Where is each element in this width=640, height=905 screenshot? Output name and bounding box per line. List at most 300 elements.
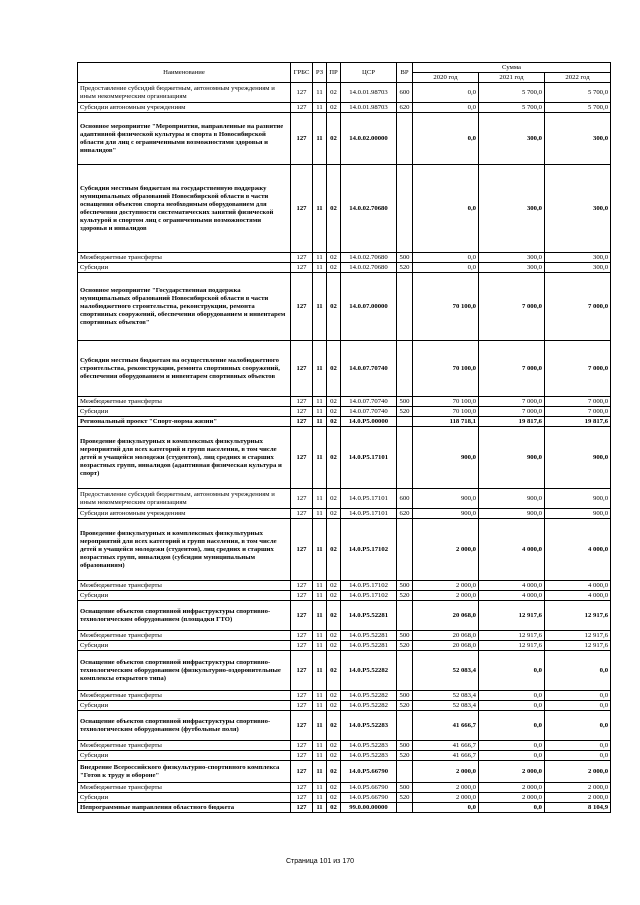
row-pr: 02 [327,651,341,691]
row-vr [397,761,413,783]
row-value-2022: 12 917,6 [545,641,611,651]
row-name: Внедрение Всероссийского физкультурно-спортивного комплекса "Готов к труду и обороне" [78,761,291,783]
row-name: Межбюджетные трансферты [78,253,291,263]
row-pr: 02 [327,751,341,761]
row-csr: 14.0.P5.52283 [341,711,397,741]
row-value-2021: 900,0 [479,509,545,519]
row-grbs: 127 [291,701,313,711]
row-name: Межбюджетные трансферты [78,631,291,641]
row-value-2022: 4 000,0 [545,519,611,581]
row-vr: 620 [397,103,413,113]
table-row [78,581,611,591]
row-value-2020: 2 000,0 [413,793,479,803]
row-value-2020: 2 000,0 [413,761,479,783]
row-pr: 02 [327,165,341,253]
row-vr: 520 [397,701,413,711]
row-csr: 14.0.P5.17101 [341,509,397,519]
row-name: Основное мероприятие "Мероприятия, направленные на развитие адаптивной физической культуры и спорта в Новосибирской области для лиц с ограниченными возможностями здоровья и инвалидов" [78,113,291,165]
row-value-2021: 300,0 [479,263,545,273]
row-value-2021: 4 000,0 [479,591,545,601]
row-name: Региональный проект "Спорт-норма жизни" [78,417,291,427]
row-rz: 11 [313,273,327,341]
header-year-2020: 2020 год [413,73,479,83]
row-grbs: 127 [291,783,313,793]
row-rz: 11 [313,601,327,631]
row-vr: 520 [397,751,413,761]
row-grbs: 127 [291,741,313,751]
row-value-2022: 0,0 [545,691,611,701]
row-rz: 11 [313,691,327,701]
row-rz: 11 [313,793,327,803]
row-pr: 02 [327,273,341,341]
row-value-2020: 70 100,0 [413,397,479,407]
header-rz: РЗ [313,63,327,83]
row-rz: 11 [313,417,327,427]
row-value-2020: 2 000,0 [413,591,479,601]
row-pr: 02 [327,631,341,641]
row-value-2020: 41 666,7 [413,751,479,761]
table-row [78,783,611,793]
row-name: Субсидии [78,793,291,803]
row-csr: 14.0.P5.52283 [341,751,397,761]
row-value-2021: 900,0 [479,489,545,509]
row-value-2020: 900,0 [413,427,479,489]
row-pr: 02 [327,489,341,509]
header-sum: Сумма [413,63,611,73]
row-name: Проведение физкультурных и комплексных физкультурных мероприятий для всех категорий и групп населения, в том числе детей и учащейся молодежи (студентов), лиц средних и старших возрастных групп, инвалидов (субсидии муниципальным образованиям) [78,519,291,581]
table-row [78,103,611,113]
row-rz: 11 [313,651,327,691]
row-value-2020: 20 068,0 [413,631,479,641]
row-pr: 02 [327,427,341,489]
row-value-2021: 0,0 [479,651,545,691]
table-row [78,631,611,641]
row-vr [397,803,413,813]
row-name: Субсидии местным бюджетам на осуществление малобюджетного строительства, реконструкции, ремонта спортивных сооружений, обеспечения оборудованием и инвентарем спортивных объектов [78,341,291,397]
header-year-2021: 2021 год [479,73,545,83]
row-grbs: 127 [291,631,313,641]
row-value-2022: 300,0 [545,253,611,263]
row-pr: 02 [327,113,341,165]
row-name: Предоставление субсидий бюджетным, автономным учреждениям и иным некоммерческим организациям [78,83,291,103]
row-vr: 500 [397,581,413,591]
row-name: Непрограммные направления областного бюджета [78,803,291,813]
row-grbs: 127 [291,263,313,273]
row-name: Субсидии [78,751,291,761]
row-vr [397,113,413,165]
row-value-2020: 118 718,1 [413,417,479,427]
row-grbs: 127 [291,591,313,601]
row-pr: 02 [327,253,341,263]
row-pr: 02 [327,581,341,591]
row-vr: 500 [397,631,413,641]
row-csr: 14.0.P5.17102 [341,519,397,581]
row-csr: 14.0.P5.00000 [341,417,397,427]
row-grbs: 127 [291,793,313,803]
row-rz: 11 [313,509,327,519]
row-csr: 14.0.P5.52281 [341,601,397,631]
row-csr: 99.0.00.00000 [341,803,397,813]
row-rz: 11 [313,751,327,761]
row-csr: 14.0.P5.66790 [341,793,397,803]
table-row [78,793,611,803]
row-csr: 14.0.P5.52282 [341,691,397,701]
row-name: Субсидии [78,641,291,651]
row-pr: 02 [327,417,341,427]
table-body [78,83,611,813]
row-value-2020: 70 100,0 [413,407,479,417]
row-csr: 14.0.07.00000 [341,273,397,341]
table-row [78,263,611,273]
row-name: Оснащение объектов спортивной инфраструктуры спортивно-технологическим оборудованием (физкультурно-оздоровительные комплексы открытого типа) [78,651,291,691]
row-value-2020: 900,0 [413,489,479,509]
row-name: Межбюджетные трансферты [78,741,291,751]
row-value-2022: 12 917,6 [545,601,611,631]
row-value-2021: 2 000,0 [479,761,545,783]
row-grbs: 127 [291,397,313,407]
row-vr [397,711,413,741]
row-csr: 14.0.01.98703 [341,103,397,113]
row-value-2022: 300,0 [545,165,611,253]
row-rz: 11 [313,113,327,165]
row-pr: 02 [327,701,341,711]
row-value-2021: 12 917,6 [479,631,545,641]
row-rz: 11 [313,165,327,253]
table-row [78,701,611,711]
row-value-2021: 2 000,0 [479,793,545,803]
row-rz: 11 [313,761,327,783]
row-value-2020: 2 000,0 [413,581,479,591]
row-value-2020: 70 100,0 [413,341,479,397]
row-value-2020: 41 666,7 [413,711,479,741]
row-vr: 500 [397,253,413,263]
row-vr [397,651,413,691]
row-rz: 11 [313,783,327,793]
row-grbs: 127 [291,407,313,417]
row-pr: 02 [327,741,341,751]
row-pr: 02 [327,341,341,397]
row-vr [397,601,413,631]
row-csr: 14.0.02.00000 [341,113,397,165]
row-grbs: 127 [291,113,313,165]
row-value-2022: 19 817,6 [545,417,611,427]
row-grbs: 127 [291,253,313,263]
table-row [78,397,611,407]
row-rz: 11 [313,397,327,407]
row-pr: 02 [327,691,341,701]
row-pr: 02 [327,407,341,417]
row-grbs: 127 [291,751,313,761]
row-vr: 520 [397,263,413,273]
row-pr: 02 [327,641,341,651]
row-rz: 11 [313,83,327,103]
row-vr [397,427,413,489]
row-grbs: 127 [291,651,313,691]
row-value-2022: 2 000,0 [545,783,611,793]
row-pr: 02 [327,711,341,741]
row-value-2021: 5 700,0 [479,103,545,113]
row-value-2021: 0,0 [479,751,545,761]
row-grbs: 127 [291,711,313,741]
row-name: Субсидии [78,591,291,601]
row-value-2022: 0,0 [545,651,611,691]
row-value-2020: 0,0 [413,83,479,103]
table-row [78,407,611,417]
table-row [78,641,611,651]
row-csr: 14.0.01.98703 [341,83,397,103]
row-value-2022: 7 000,0 [545,273,611,341]
row-pr: 02 [327,103,341,113]
row-value-2020: 2 000,0 [413,783,479,793]
row-rz: 11 [313,519,327,581]
row-csr: 14.0.02.70680 [341,165,397,253]
row-csr: 14.0.P5.52282 [341,701,397,711]
row-value-2021: 4 000,0 [479,581,545,591]
row-value-2022: 900,0 [545,509,611,519]
header-grbs: ГРБС [291,63,313,83]
row-value-2022: 7 000,0 [545,397,611,407]
row-value-2021: 12 917,6 [479,641,545,651]
table-row [78,711,611,741]
row-rz: 11 [313,581,327,591]
row-value-2022: 0,0 [545,711,611,741]
row-value-2021: 12 917,6 [479,601,545,631]
row-pr: 02 [327,783,341,793]
table-row [78,519,611,581]
row-value-2020: 52 083,4 [413,651,479,691]
row-value-2022: 12 917,6 [545,631,611,641]
row-pr: 02 [327,601,341,631]
row-name: Проведение физкультурных и комплексных физкультурных мероприятий для всех категорий и групп населения, в том числе детей и учащейся молодежи (студентов), лиц средних и старших возрастных групп, инвалидов (адаптивная физическая культура и спорт) [78,427,291,489]
row-value-2022: 8 104,9 [545,803,611,813]
row-value-2021: 0,0 [479,803,545,813]
row-grbs: 127 [291,489,313,509]
row-rz: 11 [313,407,327,417]
row-value-2022: 300,0 [545,113,611,165]
header-pr: ПР [327,63,341,83]
row-value-2020: 20 068,0 [413,641,479,651]
row-csr: 14.0.02.70680 [341,263,397,273]
row-grbs: 127 [291,417,313,427]
row-rz: 11 [313,427,327,489]
row-value-2021: 7 000,0 [479,397,545,407]
row-rz: 11 [313,263,327,273]
row-pr: 02 [327,761,341,783]
row-value-2022: 0,0 [545,701,611,711]
row-rz: 11 [313,741,327,751]
row-vr: 520 [397,591,413,601]
row-pr: 02 [327,509,341,519]
row-rz: 11 [313,641,327,651]
row-value-2020: 0,0 [413,103,479,113]
header-name: Наименование [78,63,291,83]
row-value-2022: 4 000,0 [545,591,611,601]
row-vr: 620 [397,509,413,519]
row-rz: 11 [313,103,327,113]
row-value-2022: 300,0 [545,263,611,273]
table-row [78,751,611,761]
row-rz: 11 [313,701,327,711]
row-name: Предоставление субсидий бюджетным, автономным учреждениям и иным некоммерческим организациям [78,489,291,509]
row-csr: 14.0.02.70680 [341,253,397,263]
table-row [78,761,611,783]
row-value-2020: 52 083,4 [413,691,479,701]
row-vr: 520 [397,641,413,651]
row-value-2020: 0,0 [413,165,479,253]
row-vr: 600 [397,83,413,103]
row-grbs: 127 [291,165,313,253]
row-csr: 14.0.07.70740 [341,407,397,417]
row-value-2021: 2 000,0 [479,783,545,793]
row-csr: 14.0.P5.17102 [341,591,397,601]
row-grbs: 127 [291,581,313,591]
table-row [78,427,611,489]
header-csr: ЦСР [341,63,397,83]
row-name: Оснащение объектов спортивной инфраструктуры спортивно-технологическим оборудованием (площадки ГТО) [78,601,291,631]
row-csr: 14.0.P5.52281 [341,631,397,641]
row-value-2020: 2 000,0 [413,519,479,581]
row-value-2020: 0,0 [413,113,479,165]
row-pr: 02 [327,83,341,103]
row-rz: 11 [313,253,327,263]
row-vr: 600 [397,489,413,509]
row-csr: 14.0.P5.66790 [341,783,397,793]
table-row [78,601,611,631]
row-value-2022: 0,0 [545,741,611,751]
row-grbs: 127 [291,341,313,397]
row-name: Субсидии местным бюджетам на государственную поддержку муниципальных образований Новосибирской области в части оснащения объектов спорта необходимым оборудованием для обеспечения доступности систематических занятий физической культурой и спортом лиц с ограниченными возможностями здоровья и инвалидов [78,165,291,253]
row-vr [397,417,413,427]
row-value-2022: 2 000,0 [545,793,611,803]
row-pr: 02 [327,519,341,581]
table-row [78,489,611,509]
row-value-2021: 7 000,0 [479,341,545,397]
row-rz: 11 [313,489,327,509]
row-value-2020: 70 100,0 [413,273,479,341]
row-vr: 520 [397,793,413,803]
row-value-2020: 0,0 [413,263,479,273]
row-value-2022: 900,0 [545,427,611,489]
row-value-2020: 900,0 [413,509,479,519]
row-pr: 02 [327,793,341,803]
row-grbs: 127 [291,641,313,651]
table-row [78,591,611,601]
row-grbs: 127 [291,83,313,103]
row-value-2022: 5 700,0 [545,103,611,113]
table-row [78,165,611,253]
row-name: Межбюджетные трансферты [78,397,291,407]
row-value-2020: 41 666,7 [413,741,479,751]
row-grbs: 127 [291,601,313,631]
table-row [78,113,611,165]
row-value-2022: 900,0 [545,489,611,509]
row-value-2021: 19 817,6 [479,417,545,427]
row-rz: 11 [313,711,327,741]
row-value-2020: 0,0 [413,253,479,263]
row-grbs: 127 [291,691,313,701]
row-pr: 02 [327,803,341,813]
table-row [78,417,611,427]
row-value-2021: 900,0 [479,427,545,489]
row-value-2021: 4 000,0 [479,519,545,581]
row-rz: 11 [313,341,327,397]
table-row [78,741,611,751]
row-value-2020: 20 068,0 [413,601,479,631]
row-value-2021: 300,0 [479,113,545,165]
budget-table [77,62,611,813]
row-grbs: 127 [291,427,313,489]
table-row [78,83,611,103]
table-row [78,651,611,691]
row-name: Межбюджетные трансферты [78,783,291,793]
row-rz: 11 [313,591,327,601]
row-value-2021: 7 000,0 [479,407,545,417]
header-vr: ВР [397,63,413,83]
row-rz: 11 [313,631,327,641]
row-pr: 02 [327,591,341,601]
table-row [78,341,611,397]
page-number: Страница 101 из 170 [285,858,355,865]
row-csr: 14.0.P5.52281 [341,641,397,651]
row-name: Субсидии [78,407,291,417]
row-grbs: 127 [291,519,313,581]
row-vr: 500 [397,397,413,407]
row-grbs: 127 [291,509,313,519]
row-value-2022: 4 000,0 [545,581,611,591]
row-name: Субсидии автономным учреждениям [78,509,291,519]
row-name: Субсидии [78,263,291,273]
row-value-2021: 0,0 [479,701,545,711]
row-vr: 500 [397,741,413,751]
row-value-2022: 5 700,0 [545,83,611,103]
row-vr [397,341,413,397]
row-name: Субсидии [78,701,291,711]
row-csr: 14.0.07.70740 [341,341,397,397]
header-year-2022: 2022 год [545,73,611,83]
row-name: Межбюджетные трансферты [78,691,291,701]
row-csr: 14.0.P5.52283 [341,741,397,751]
row-value-2022: 0,0 [545,751,611,761]
row-value-2020: 0,0 [413,803,479,813]
row-csr: 14.0.P5.66790 [341,761,397,783]
row-csr: 14.0.P5.52282 [341,651,397,691]
row-value-2022: 7 000,0 [545,407,611,417]
row-vr [397,519,413,581]
row-value-2020: 52 083,4 [413,701,479,711]
table-row [78,691,611,701]
row-value-2021: 5 700,0 [479,83,545,103]
row-grbs: 127 [291,803,313,813]
row-rz: 11 [313,803,327,813]
table-row [78,803,611,813]
row-csr: 14.0.P5.17101 [341,489,397,509]
row-name: Оснащение объектов спортивной инфраструктуры спортивно-технологическим оборудованием (футбольные поля) [78,711,291,741]
row-vr: 500 [397,783,413,793]
row-pr: 02 [327,397,341,407]
row-value-2022: 2 000,0 [545,761,611,783]
row-value-2021: 0,0 [479,691,545,701]
row-vr [397,273,413,341]
row-value-2022: 7 000,0 [545,341,611,397]
row-name: Межбюджетные трансферты [78,581,291,591]
row-name: Основное мероприятие "Государственная поддержка муниципальных образований Новосибирской области в части малобюджетного строительства, реконструкции, ремонта спортивных сооружений, обеспечения оборудованием и инвентарем спортивных объектов" [78,273,291,341]
row-value-2021: 7 000,0 [479,273,545,341]
row-grbs: 127 [291,761,313,783]
row-value-2021: 0,0 [479,711,545,741]
row-name: Субсидии автономным учреждениям [78,103,291,113]
row-csr: 14.0.P5.17101 [341,427,397,489]
row-vr: 500 [397,691,413,701]
